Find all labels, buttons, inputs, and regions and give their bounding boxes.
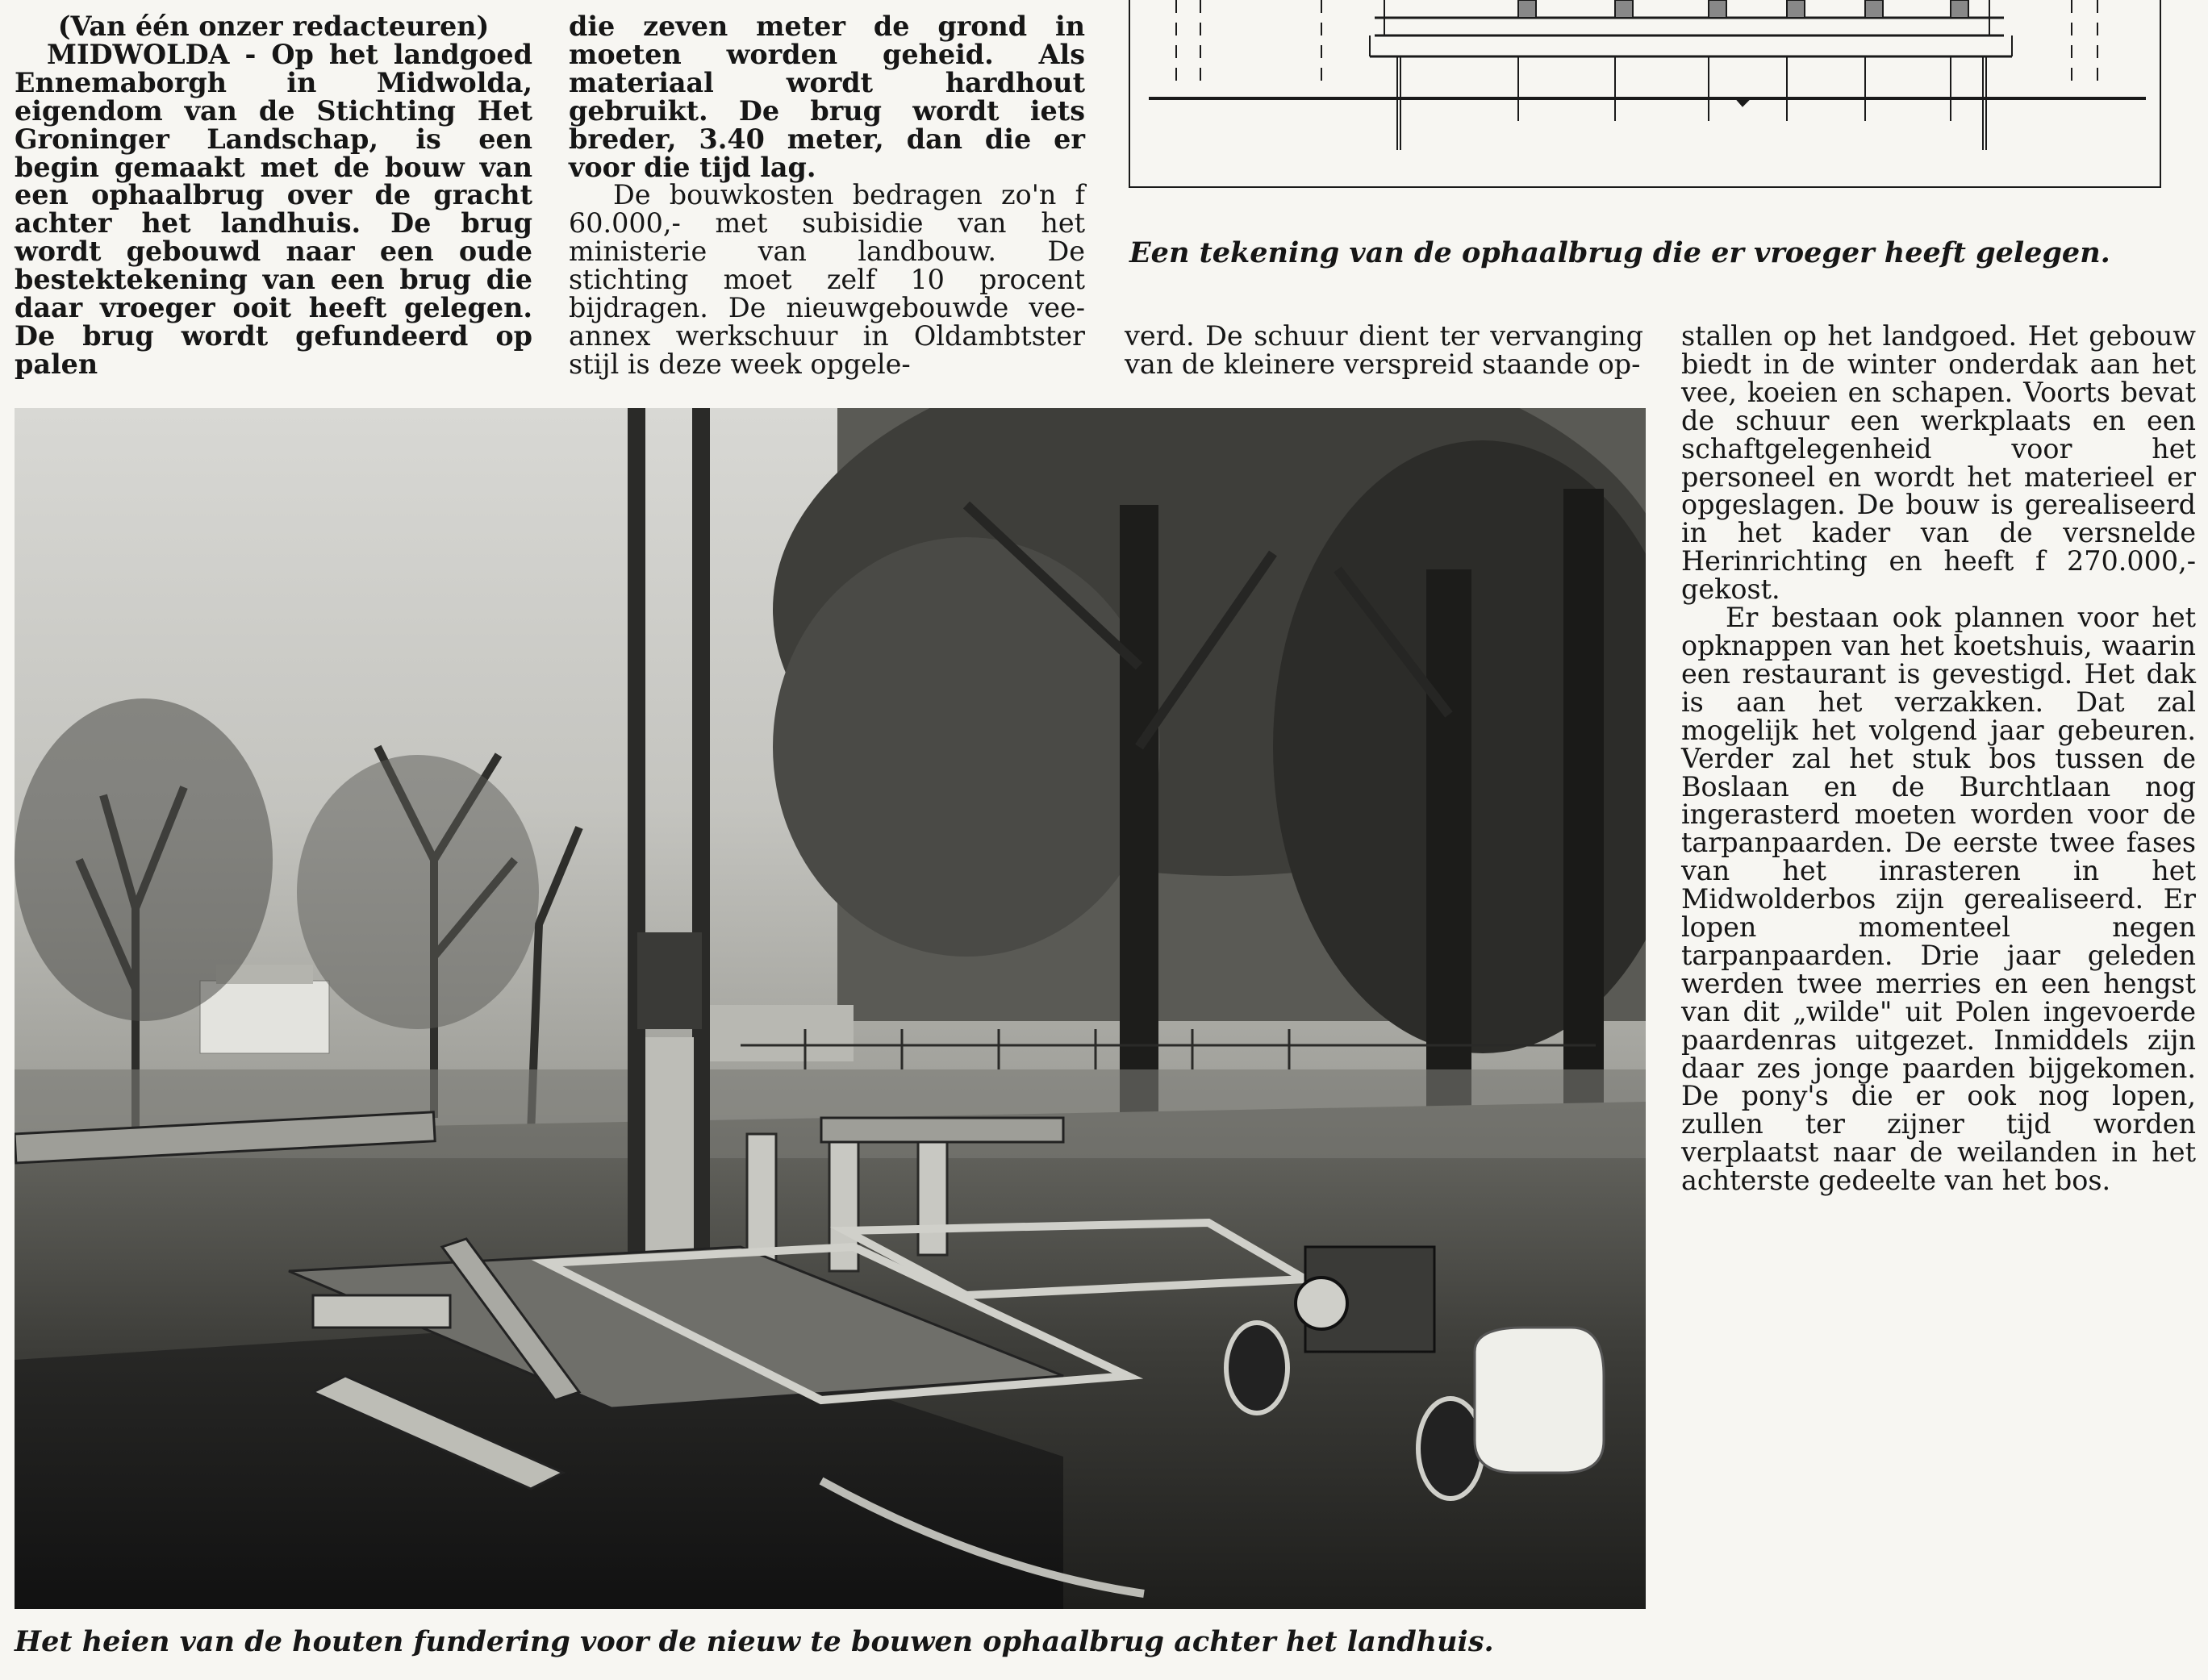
drawing-caption: Een tekening van de ophaalbrug die er vroeger heeft gelegen. [1129, 236, 2110, 269]
article-column-3 [1125, 320, 1643, 380]
photo-caption: Het heien van de houten fundering voor de nieuw te bouwen ophaalbrug achter het landhuis. [15, 1625, 1494, 1658]
article-paragraph: De bouwkosten bedragen zo'n f 60.000,- met subisidie van het ministerie van landbouw. De stichting moet zelf 10 procent bijdragen. De nieuwgebouwde vee- annex werkschuur in Oldambtster stijl is deze week opgele- [569, 179, 1085, 380]
article-paragraph: verd. De schuur dient ter vervanging van de kleinere verspreid staande op- [1125, 320, 1643, 380]
construction-photo [15, 408, 1646, 1609]
article-column-2 [569, 10, 1085, 380]
article-paragraph: stallen op het landgoed. Het gebouw biedt in de winter onderdak aan het vee, koeien en schapen. Voorts bevat de schuur een werkplaats en een schaftgelegenheid voor het personeel en wordt het materieel er opgeslagen. De bouw is gerealiseerd in het kader van de versnelde Herinrichting en heeft f 270.000,- gekost. [1681, 320, 2196, 606]
article-column-1 [15, 10, 532, 380]
byline: (Van één onzer redacteuren) [57, 10, 490, 42]
article-paragraph: Er bestaan ook plannen voor het opknappen van het koetshuis, waarin een restaurant is gevestigd. Het dak is aan het verzakken. Dat zal mogelijk het volgend jaar gebeuren. Verder zal het stuk bos tussen de Boslaan en de Burchtlaan nog ingerasterd moeten worden voor de tarpanpaarden. De eerste twee fases van het inrasteren in het Midwolderbos zijn gerealiseerd. Er lopen momenteel negen tarpanpaarden. Drie jaar geleden werden twee merries en een hengst van dit „wilde" uit Polen ingevoerde paardenras uitgezet. Inmiddels zijn daar zes jonge paarden bijgekomen. De pony's die er ook nog lopen, zullen ter zijner tijd worden verplaatst naar de weilanden in het achterste gedeelte van het bos. [1681, 602, 2196, 1197]
drawbridge-drawing [1128, 0, 2162, 190]
article-lead-continuation: die zeven meter de grond in moeten worden geheid. Als materiaal wordt hardhout gebruikt. De brug wordt iets breder, 3.40 meter, dan die er voor die tijd lag. [569, 10, 1085, 183]
article-column-4 [1681, 320, 2196, 1197]
article-lead-text: MIDWOLDA - Op het landgoed Ennemaborgh in Midwolda, eigendom van de Stichting Het Groninger Landschap, is een begin gemaakt met de bouw van een ophaalbrug over de gracht achter het landhuis. De brug wordt gebouwd naar een oude bestektekening van een brug die daar vroeger ooit heeft gelegen. De brug wordt gefundeerd op palen [15, 38, 532, 380]
